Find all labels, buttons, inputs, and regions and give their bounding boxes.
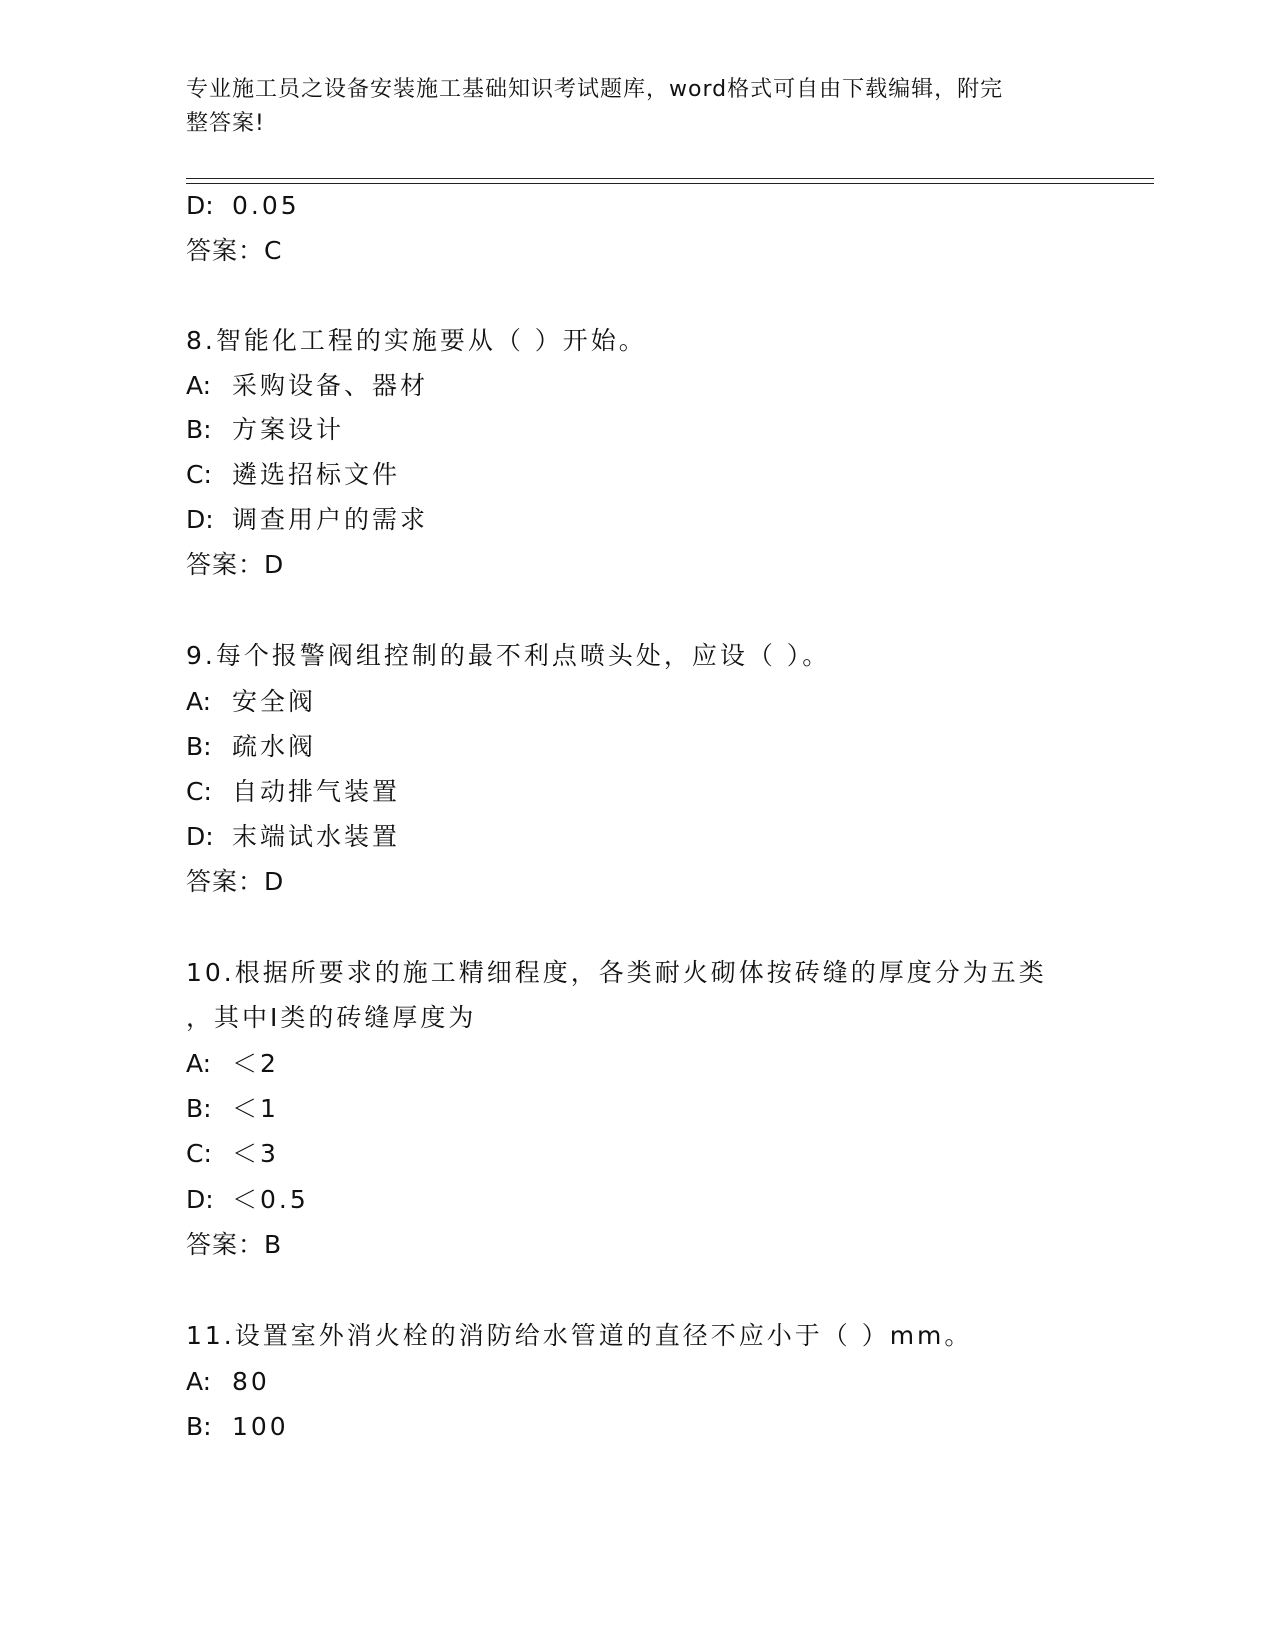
q10-stem-line-2: ，其中Ⅰ类的砖缝厚度为 [186, 1003, 477, 1032]
header-line-2: 整答案! [186, 111, 265, 136]
document-header-note [186, 73, 1066, 141]
q7-option-d [186, 190, 300, 222]
option-label: A: [186, 371, 212, 400]
option-text: ＜2 [232, 1049, 279, 1078]
option-text: 遴选招标文件 [232, 460, 401, 489]
option-label: C: [186, 777, 212, 806]
option-text: 采购设备、器材 [232, 371, 429, 400]
q10-option-c [186, 1138, 279, 1170]
header-line-1: 专业施工员之设备安装施工基础知识考试题库，word格式可自由下载编辑，附完 [186, 77, 1004, 102]
option-text: 末端试水装置 [232, 822, 401, 851]
q9-option-a [186, 686, 316, 718]
option-text: ＜1 [232, 1094, 279, 1123]
q8-option-a [186, 370, 428, 402]
option-text: 调查用户的需求 [232, 505, 429, 534]
q10-option-d [186, 1184, 309, 1216]
option-label: B: [186, 1412, 212, 1441]
option-label: C: [186, 1139, 212, 1168]
option-label: B: [186, 1094, 212, 1123]
q8-option-b [186, 414, 344, 446]
option-text: 疏水阀 [232, 732, 317, 761]
q10-answer: 答案：B [186, 1230, 283, 1259]
q9-option-b [186, 731, 316, 763]
q10-option-b [186, 1093, 279, 1125]
option-label: A: [186, 1367, 212, 1396]
q11-option-a [186, 1366, 270, 1398]
q8-answer: 答案：D [186, 550, 285, 579]
header-divider-bottom [186, 183, 1154, 184]
option-label: B: [186, 732, 212, 761]
q10-option-a [186, 1048, 279, 1080]
option-label: A: [186, 687, 212, 716]
option-label: D: [186, 505, 214, 534]
q9-answer: 答案：D [186, 867, 285, 896]
option-label: D: [186, 191, 214, 220]
option-text: 自动排气装置 [232, 777, 401, 806]
option-text: 80 [232, 1367, 270, 1396]
option-text: ＜3 [232, 1139, 279, 1168]
option-text: 方案设计 [232, 415, 345, 444]
q7-answer: 答案：C [186, 236, 283, 265]
option-text: ＜0.5 [232, 1185, 309, 1214]
option-label: B: [186, 415, 212, 444]
option-text: 100 [232, 1412, 289, 1441]
option-text: 0.05 [232, 191, 300, 220]
q8-stem: 8.智能化工程的实施要从（ ）开始。 [186, 326, 647, 355]
q9-option-c [186, 776, 400, 808]
header-divider-top [186, 178, 1154, 179]
q8-option-d [186, 504, 428, 536]
option-label: D: [186, 822, 214, 851]
q9-option-d [186, 821, 400, 853]
option-label: A: [186, 1049, 212, 1078]
q8-option-c [186, 459, 400, 491]
option-label: C: [186, 460, 212, 489]
option-label: D: [186, 1185, 214, 1214]
option-text: 安全阀 [232, 687, 317, 716]
q11-stem: 11.设置室外消火栓的消防给水管道的直径不应小于（ ）mm。 [186, 1321, 973, 1350]
q10-stem-line-1: 10.根据所要求的施工精细程度，各类耐火砌体按砖缝的厚度分为五类 [186, 958, 1047, 987]
q11-option-b [186, 1411, 289, 1443]
q9-stem: 9.每个报警阀组控制的最不利点喷头处，应设（ ）。 [186, 641, 831, 670]
